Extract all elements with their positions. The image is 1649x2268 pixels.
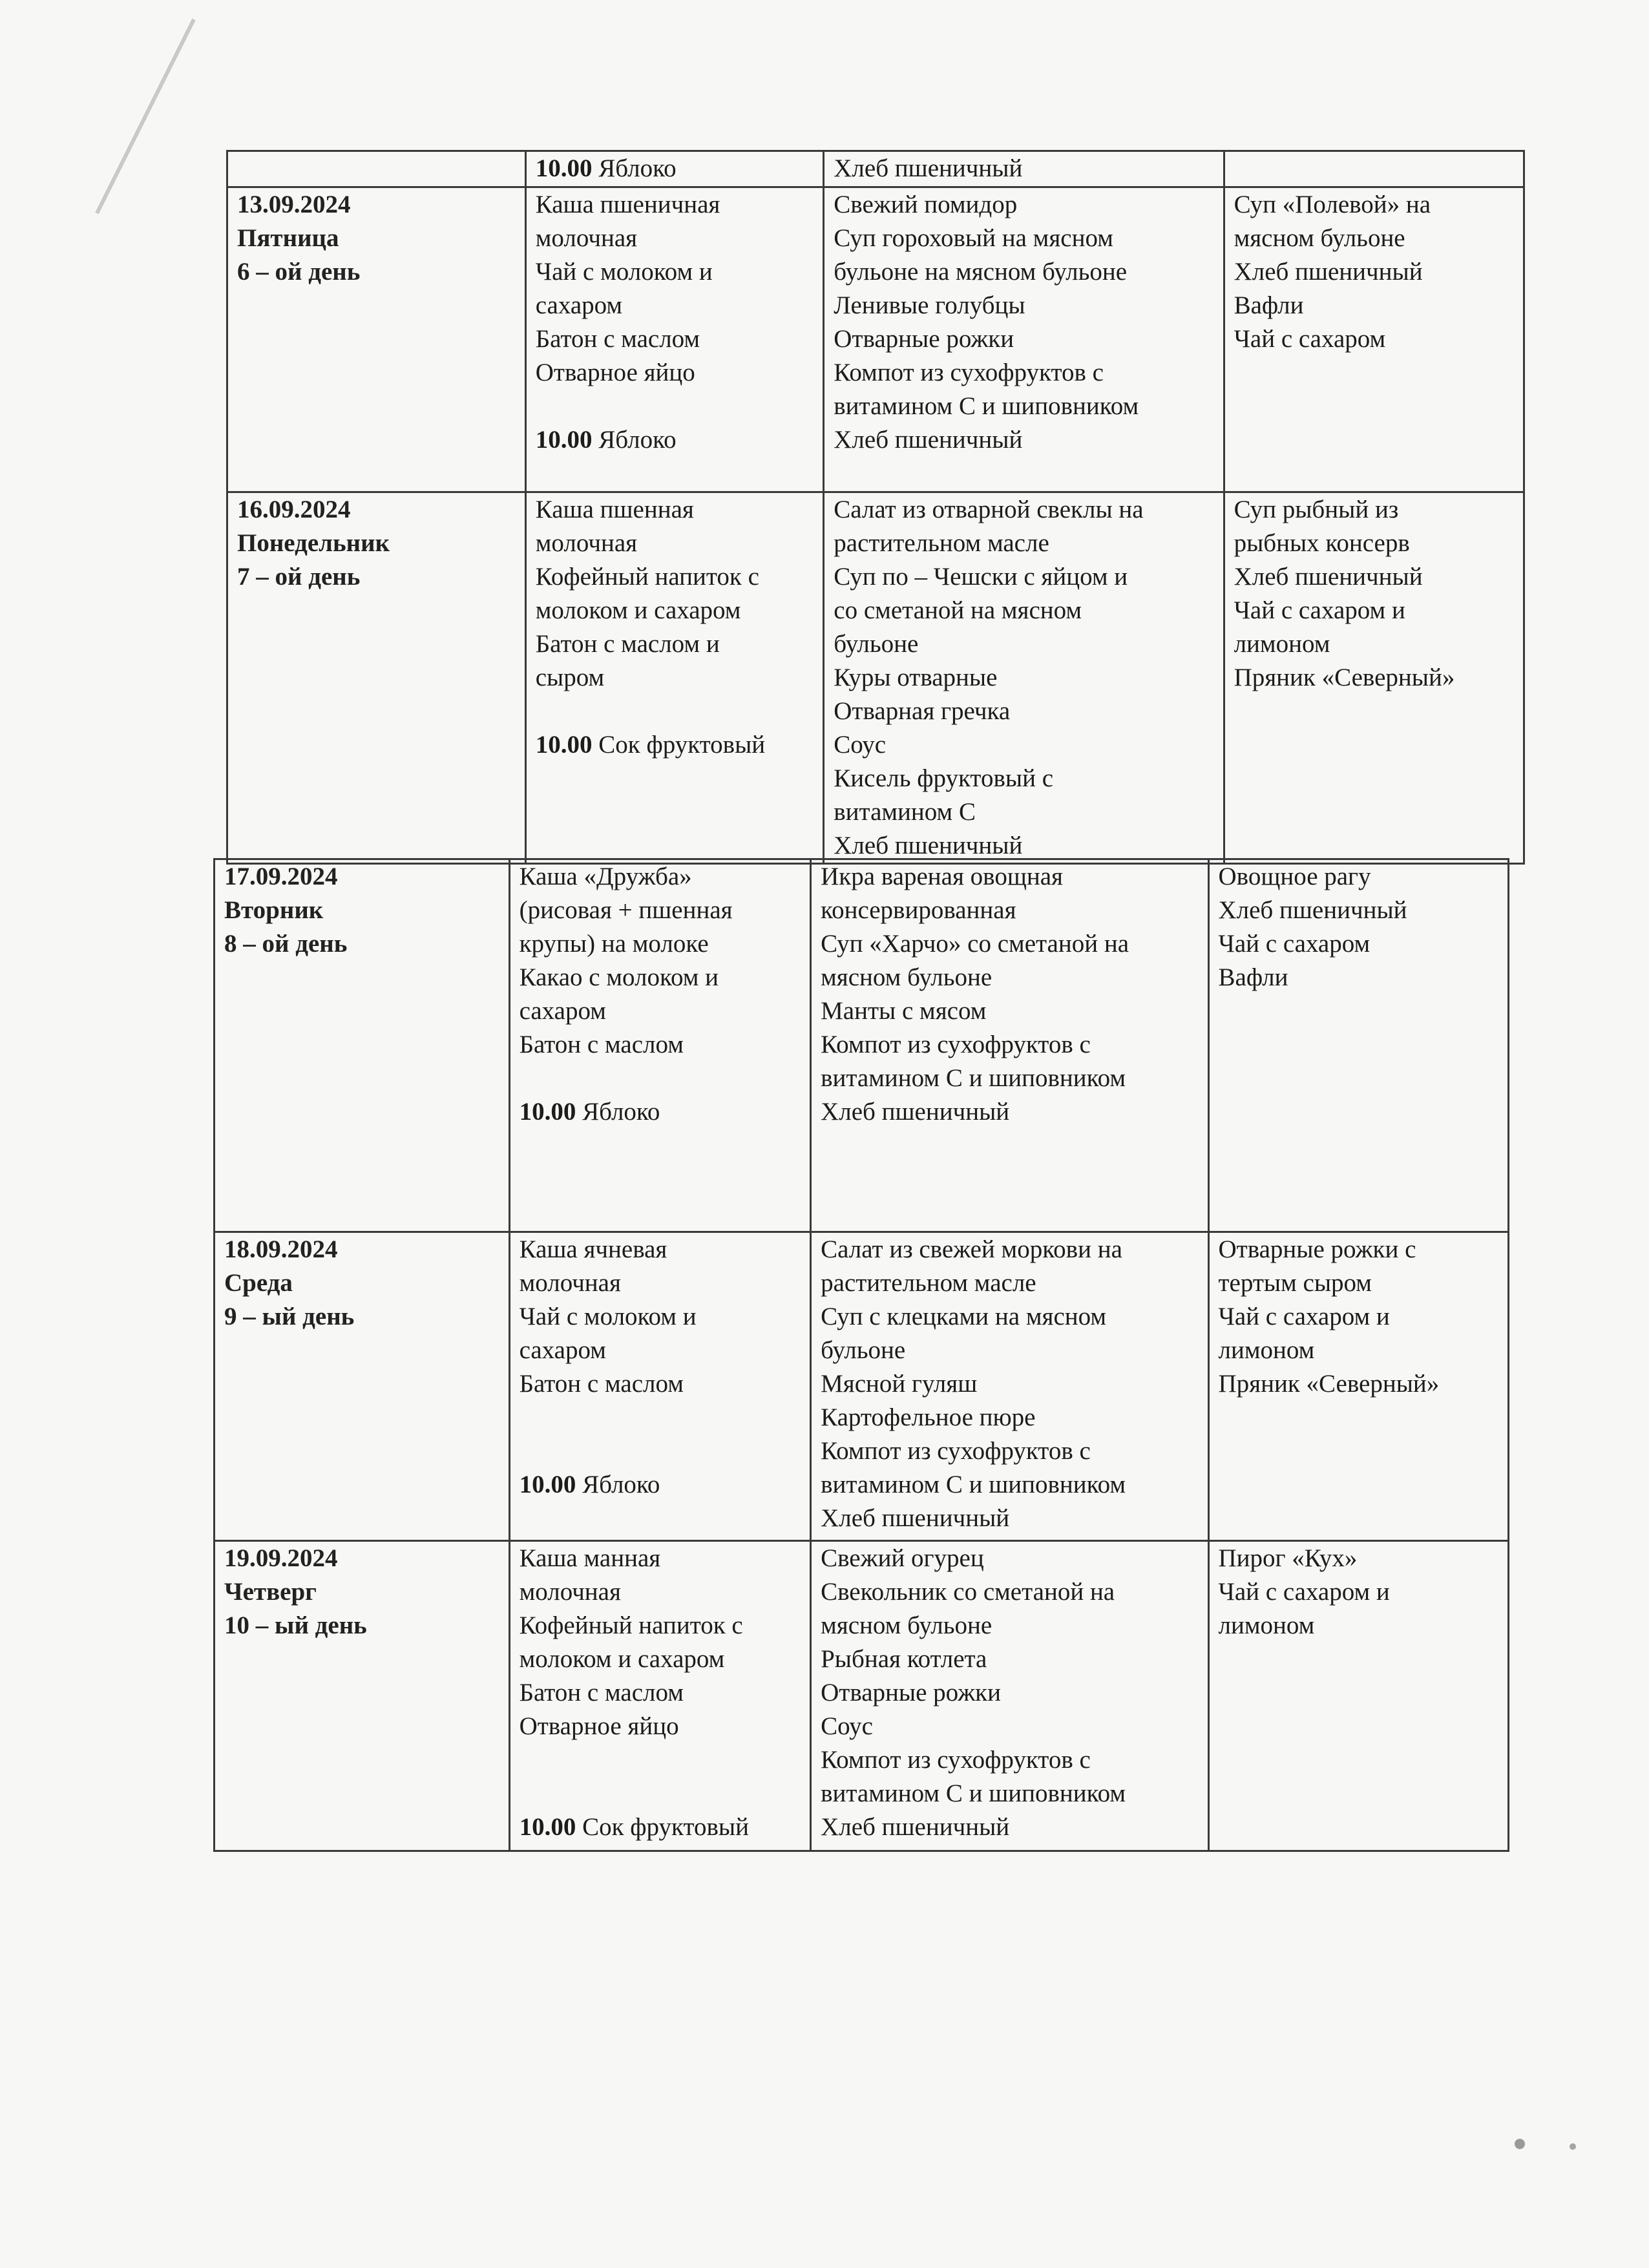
breakfast-item: сахаром: [519, 1336, 606, 1364]
lunch-item: Компот из сухофруктов с: [821, 1031, 1091, 1058]
lunch-item: Суп по – Чешски с яйцом и: [834, 563, 1128, 591]
breakfast-item: Батон с маслом и: [535, 630, 720, 658]
lunch-cell: [824, 187, 1224, 492]
dinner-item: лимоном: [1218, 1336, 1315, 1364]
lunch-item: Хлеб пшеничный: [821, 1813, 1010, 1841]
snack-item: Яблоко: [598, 426, 677, 454]
breakfast-item: Батон с маслом: [535, 325, 700, 353]
scan-edge-line: [97, 19, 194, 213]
lunch-item: Свекольник со сметаной на: [821, 1578, 1115, 1606]
lunch-item: витамином С и шиповником: [834, 392, 1139, 420]
dinner-item: лимоном: [1218, 1612, 1315, 1639]
table-row: [227, 151, 1524, 187]
day-number: 10 – ый день: [224, 1612, 367, 1639]
lunch-item: Хлеб пшеничный: [834, 832, 1023, 859]
breakfast-item: крупы) на молоке: [519, 930, 709, 958]
dinner-item: рыбных консерв: [1234, 529, 1410, 557]
lunch-item: Ленивые голубцы: [834, 291, 1025, 319]
breakfast-item: Каша пшеничная: [535, 191, 720, 218]
lunch-item: Хлеб пшеничный: [821, 1504, 1010, 1532]
dinner-item: Пирог «Кух»: [1218, 1544, 1358, 1572]
dinner-item: Чай с сахаром и: [1218, 1578, 1390, 1606]
snack-line: [536, 423, 814, 457]
lunch-item: Свежий огурец: [821, 1544, 984, 1572]
breakfast-item: сахаром: [519, 997, 606, 1025]
day-number: 7 – ой день: [237, 563, 361, 591]
breakfast-item: Каша «Дружба»: [519, 863, 692, 890]
lunch-item: бульоне: [834, 630, 919, 658]
snack-line: [520, 1811, 801, 1844]
lunch-item: Салат из отварной свеклы на: [834, 496, 1144, 523]
snack-line: [536, 152, 814, 185]
snack-time: 10.00: [519, 1813, 576, 1841]
snack-time: 10.00: [519, 1471, 576, 1498]
dinner-item: Пряник «Северный»: [1234, 664, 1455, 691]
lunch-item: Компот из сухофруктов с: [821, 1437, 1091, 1465]
day-cell: [215, 859, 510, 1232]
day-weekday: Пятница: [237, 224, 339, 252]
day-date: 19.09.2024: [224, 1544, 338, 1572]
breakfast-item: Кофейный напиток с: [519, 1612, 743, 1639]
lunch-cell: [811, 1541, 1208, 1851]
dinner-item: Овощное рагу: [1218, 863, 1371, 890]
lunch-item: Манты с мясом: [821, 997, 987, 1025]
lunch-item: растительном масле: [821, 1269, 1036, 1297]
dinner-item: Пряник «Северный»: [1218, 1370, 1440, 1398]
dinner-cell: [1224, 151, 1524, 187]
snack-time: 10.00: [535, 426, 593, 454]
day-date: 13.09.2024: [237, 191, 351, 218]
breakfast-cell: [525, 492, 824, 864]
dinner-item: Чай с сахаром: [1234, 325, 1386, 353]
lunch-item: мясном бульоне: [821, 963, 993, 991]
lunch-item: витамином С: [834, 798, 976, 826]
breakfast-item: Батон с маслом: [519, 1679, 684, 1706]
dinner-cell: [1208, 1232, 1509, 1541]
lunch-item: Суп с клецками на мясном: [821, 1303, 1107, 1330]
dinner-item: Отварные рожки с: [1218, 1235, 1416, 1263]
lunch-item: Рыбная котлета: [821, 1645, 987, 1673]
day-date: 16.09.2024: [237, 496, 351, 523]
table-row: [215, 1541, 1509, 1851]
dinner-item: Хлеб пшеничный: [1234, 258, 1423, 286]
lunch-item: Отварные рожки: [834, 325, 1014, 353]
lunch-item: Картофельное пюре: [821, 1403, 1036, 1431]
breakfast-item: Батон с маслом: [519, 1370, 684, 1398]
dinner-item: Хлеб пшеничный: [1218, 896, 1407, 924]
day-number: 9 – ый день: [224, 1303, 355, 1330]
lunch-item: Хлеб пшеничный: [834, 426, 1023, 454]
lunch-cell: [811, 1232, 1208, 1541]
breakfast-cell: [525, 187, 824, 492]
lunch-item: Куры отварные: [834, 664, 998, 691]
day-weekday: Четверг: [224, 1578, 317, 1606]
breakfast-item: (рисовая + пшенная: [519, 896, 733, 924]
breakfast-cell: [509, 1232, 811, 1541]
lunch-item: Отварные рожки: [821, 1679, 1001, 1706]
snack-line: [520, 1468, 801, 1502]
scan-speck: [1570, 2143, 1576, 2150]
day-date: 17.09.2024: [224, 863, 338, 890]
lunch-item: Суп гороховый на мясном: [834, 224, 1113, 252]
breakfast-item: сыром: [535, 664, 605, 691]
day-number: 8 – ой день: [224, 930, 348, 958]
lunch-item: Хлеб пшеничный: [821, 1098, 1010, 1126]
lunch-cell: [824, 492, 1224, 864]
lunch-item: Соус: [821, 1712, 873, 1740]
dinner-cell: [1208, 1541, 1509, 1851]
menu-table-upper: [226, 150, 1525, 865]
breakfast-item: Какао с молоком и: [519, 963, 719, 991]
lunch-item: Кисель фруктовый с: [834, 764, 1054, 792]
snack-time: 10.00: [535, 731, 593, 759]
breakfast-item: молочная: [535, 529, 638, 557]
breakfast-cell: [509, 859, 811, 1232]
scan-speck: [1515, 2139, 1525, 2149]
dinner-cell: [1224, 187, 1524, 492]
lunch-item: Компот из сухофруктов с: [834, 359, 1104, 386]
breakfast-item: Каша манная: [519, 1544, 661, 1572]
table-row: [215, 859, 1509, 1232]
lunch-item: Свежий помидор: [834, 191, 1018, 218]
table-row: [215, 1232, 1509, 1541]
lunch-cell: [824, 151, 1224, 187]
breakfast-item: Батон с маслом: [519, 1031, 684, 1058]
lunch-item: Соус: [834, 731, 887, 759]
lunch-item: витамином С и шиповником: [821, 1471, 1126, 1498]
lunch-item: Компот из сухофруктов с: [821, 1746, 1091, 1774]
breakfast-item: Чай с молоком и: [535, 258, 713, 286]
dinner-cell: [1208, 859, 1509, 1232]
day-cell: [227, 187, 526, 492]
breakfast-cell: [509, 1541, 811, 1851]
breakfast-item: молоком и сахаром: [535, 596, 741, 624]
snack-time: 10.00: [519, 1098, 576, 1126]
dinner-item: Суп рыбный из: [1234, 496, 1399, 523]
breakfast-item: Отварное яйцо: [535, 359, 695, 386]
table-row: [227, 187, 1524, 492]
breakfast-item: сахаром: [535, 291, 623, 319]
dinner-item: мясном бульоне: [1234, 224, 1405, 252]
lunch-item: витамином С и шиповником: [821, 1064, 1126, 1092]
snack-item: Яблоко: [582, 1098, 660, 1126]
breakfast-item: молоком и сахаром: [519, 1645, 725, 1673]
snack-item: Сок фруктовый: [598, 731, 766, 759]
snack-line: [520, 1095, 801, 1129]
snack-item: Яблоко: [598, 154, 677, 182]
breakfast-item: Каша пшенная: [535, 496, 694, 523]
breakfast-item: молочная: [519, 1578, 621, 1606]
day-cell: [227, 151, 526, 187]
dinner-item: Вафли: [1218, 963, 1288, 991]
lunch-item: мясном бульоне: [821, 1612, 993, 1639]
lunch-item: Отварная гречка: [834, 697, 1011, 725]
breakfast-item: молочная: [535, 224, 638, 252]
dinner-cell: [1224, 492, 1524, 864]
menu-table-lower: [213, 858, 1509, 1852]
lunch-item: Хлеб пшеничный: [834, 154, 1023, 182]
dinner-item: лимоном: [1234, 630, 1330, 658]
lunch-item: Суп «Харчо» со сметаной на: [821, 930, 1129, 958]
lunch-cell: [811, 859, 1208, 1232]
day-cell: [227, 492, 526, 864]
dinner-item: Вафли: [1234, 291, 1304, 319]
breakfast-item: Кофейный напиток с: [535, 563, 759, 591]
table-row: [227, 492, 1524, 864]
day-date: 18.09.2024: [224, 1235, 338, 1263]
lunch-item: бульоне на мясном бульоне: [834, 258, 1128, 286]
dinner-item: тертым сыром: [1218, 1269, 1372, 1297]
lunch-item: растительном масле: [834, 529, 1049, 557]
lunch-item: со сметаной на мясном: [834, 596, 1082, 624]
day-number: 6 – ой день: [237, 258, 361, 286]
day-weekday: Среда: [224, 1269, 293, 1297]
snack-line: [536, 728, 814, 762]
breakfast-item: молочная: [519, 1269, 621, 1297]
lunch-item: бульоне: [821, 1336, 906, 1364]
breakfast-item: Каша ячневая: [519, 1235, 667, 1263]
breakfast-item: Отварное яйцо: [519, 1712, 679, 1740]
lunch-item: консервированная: [821, 896, 1016, 924]
day-weekday: Вторник: [224, 896, 324, 924]
snack-item: Яблоко: [582, 1471, 660, 1498]
snack-time: 10.00: [535, 154, 593, 182]
lunch-item: Икра вареная овощная: [821, 863, 1063, 890]
breakfast-cell: [525, 151, 824, 187]
day-cell: [215, 1232, 510, 1541]
lunch-item: Мясной гуляш: [821, 1370, 978, 1398]
day-weekday: Понедельник: [237, 529, 390, 557]
dinner-item: Хлеб пшеничный: [1234, 563, 1423, 591]
breakfast-item: Чай с молоком и: [519, 1303, 697, 1330]
lunch-item: Салат из свежей моркови на: [821, 1235, 1122, 1263]
dinner-item: Чай с сахаром и: [1234, 596, 1405, 624]
dinner-item: Чай с сахаром: [1218, 930, 1371, 958]
dinner-item: Суп «Полевой» на: [1234, 191, 1431, 218]
lunch-item: витамином С и шиповником: [821, 1780, 1126, 1807]
day-cell: [215, 1541, 510, 1851]
snack-item: Сок фруктовый: [582, 1813, 749, 1841]
dinner-item: Чай с сахаром и: [1218, 1303, 1390, 1330]
